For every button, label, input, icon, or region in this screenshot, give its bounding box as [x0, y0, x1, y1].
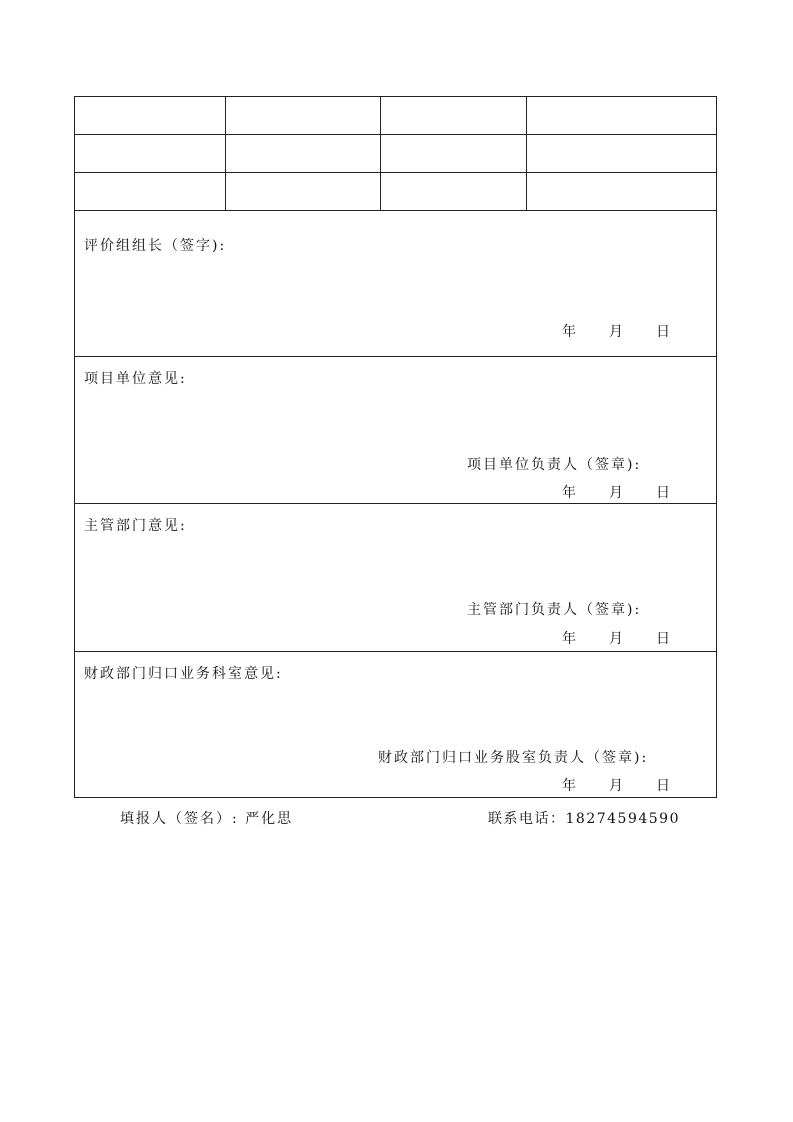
year-label: 年	[562, 778, 576, 794]
project-unit-signer: 项目单位负责人（签章):	[467, 457, 642, 473]
table-cell[interactable]	[226, 97, 381, 134]
table-cell[interactable]	[381, 97, 527, 134]
supervisor-signer: 主管部门负责人（签章):	[467, 602, 642, 618]
year-label: 年	[562, 631, 576, 647]
filler-signature: 填报人（签名）: 严化思	[120, 811, 294, 827]
date-line	[562, 321, 670, 341]
year-label: 年	[562, 324, 576, 340]
table-cell[interactable]	[226, 173, 381, 210]
project-unit-label: 项目单位意见:	[84, 371, 187, 387]
table-cell[interactable]	[75, 173, 226, 210]
table-row	[75, 173, 716, 211]
supervisor-section[interactable]	[75, 504, 716, 652]
project-unit-section[interactable]	[75, 357, 716, 504]
table-row	[75, 135, 716, 173]
table-cell[interactable]	[527, 135, 718, 172]
month-label: 月	[609, 631, 623, 647]
group-leader-label: 评价组组长（签字):	[84, 238, 227, 254]
year-label: 年	[562, 485, 576, 501]
finance-signer: 财政部门归口业务股室负责人（签章):	[378, 750, 649, 766]
group-leader-section[interactable]	[75, 211, 716, 357]
contact-phone: 联系电话：18274594590	[488, 811, 680, 827]
table-cell[interactable]	[381, 135, 527, 172]
day-label: 日	[656, 485, 670, 501]
supervisor-label: 主管部门意见:	[84, 518, 187, 534]
table-cell[interactable]	[75, 97, 226, 134]
evaluation-form	[74, 96, 717, 798]
table-cell[interactable]	[527, 97, 718, 134]
date-line	[562, 482, 670, 502]
day-label: 日	[656, 324, 670, 340]
month-label: 月	[609, 485, 623, 501]
date-line	[562, 628, 670, 648]
table-cell[interactable]	[226, 135, 381, 172]
day-label: 日	[656, 778, 670, 794]
table-cell[interactable]	[527, 173, 718, 210]
finance-label: 财政部门归口业务科室意见:	[84, 666, 283, 682]
month-label: 月	[609, 324, 623, 340]
finance-section[interactable]	[75, 652, 716, 799]
table-cell[interactable]	[381, 173, 527, 210]
table-cell[interactable]	[75, 135, 226, 172]
table-row	[75, 97, 716, 135]
month-label: 月	[609, 778, 623, 794]
date-line	[562, 775, 670, 795]
day-label: 日	[656, 631, 670, 647]
